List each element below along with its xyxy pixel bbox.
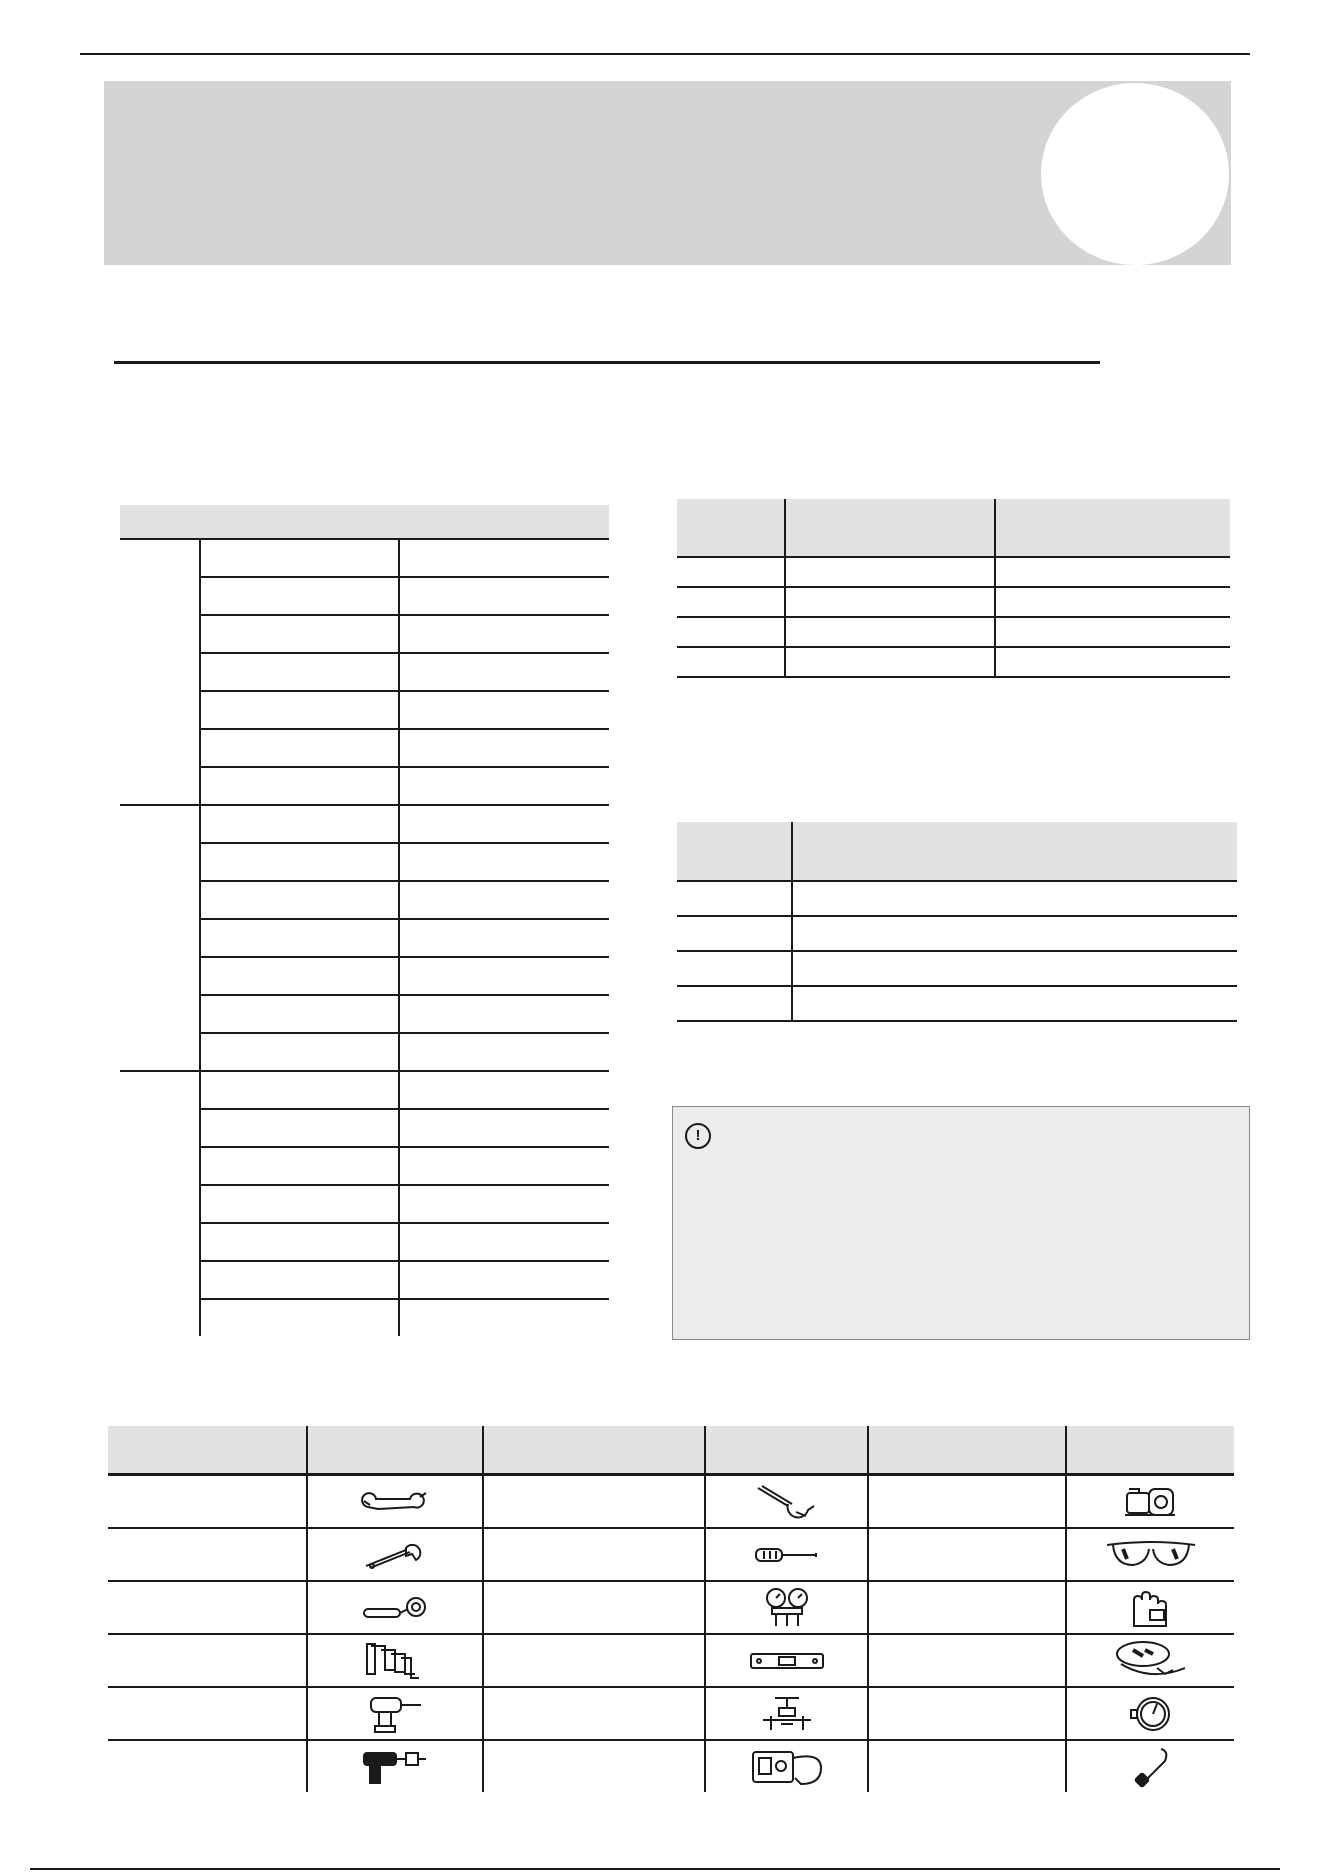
- table-header-row: [120, 505, 609, 539]
- tool-name: [483, 1581, 705, 1634]
- tool-name: [108, 1528, 307, 1581]
- hammer-drill-icon: [360, 1747, 430, 1787]
- table-cell: [200, 1261, 399, 1299]
- table-cell: [995, 617, 1230, 647]
- torque-wrench-icon: [360, 1593, 430, 1623]
- exclamation-circle-icon: !: [685, 1123, 711, 1149]
- table-header-cell: [868, 1426, 1066, 1475]
- table-cell: [399, 1147, 609, 1185]
- table-cell: [200, 1299, 399, 1336]
- table-cell: [792, 986, 1237, 1021]
- table-cell: [399, 1299, 609, 1336]
- table-cell: [200, 653, 399, 691]
- table-row: [108, 1581, 1234, 1634]
- table-cell: [399, 729, 609, 767]
- table-cell: [677, 617, 785, 647]
- tool-name: [108, 1475, 307, 1529]
- table-cell: [200, 729, 399, 767]
- table-cell: [399, 1109, 609, 1147]
- measuring-tape-icon: [1111, 1638, 1191, 1684]
- table-header-cell: [200, 505, 399, 539]
- table-row: [108, 1634, 1234, 1687]
- table-cell: [200, 1185, 399, 1223]
- table-header-cell: [307, 1426, 483, 1475]
- table-header-cell: [120, 505, 200, 539]
- table-cell: [399, 919, 609, 957]
- tool-name: [868, 1475, 1066, 1529]
- tool-name: [868, 1634, 1066, 1687]
- table-cell: [677, 647, 785, 677]
- table-cell: [399, 995, 609, 1033]
- table-cell: [399, 653, 609, 691]
- table-header-cell: [483, 1426, 705, 1475]
- specification-table: [120, 505, 609, 1336]
- table-header-row: [677, 822, 1237, 881]
- table-cell: [200, 691, 399, 729]
- table-cell: [399, 767, 609, 805]
- table-cell: [792, 916, 1237, 951]
- table-row: [677, 951, 1237, 986]
- table-cell: [200, 577, 399, 615]
- table-row: [108, 1740, 1234, 1792]
- table-cell: [785, 557, 995, 587]
- group-label: [120, 539, 200, 805]
- table-cell: [200, 919, 399, 957]
- table-row: [120, 539, 609, 577]
- tool-name: [108, 1634, 307, 1687]
- section-rule: [114, 361, 1100, 364]
- table-cell: [399, 1185, 609, 1223]
- table-header-cell: [677, 822, 792, 881]
- table-row: [677, 916, 1237, 951]
- table-cell: [995, 557, 1230, 587]
- tool-name: [483, 1634, 705, 1687]
- open-end-wrench-icon: [360, 1487, 430, 1517]
- table-cell: [200, 881, 399, 919]
- vacuum-pump-icon: [1121, 1483, 1181, 1521]
- table-row: [120, 805, 609, 843]
- table-cell: [200, 539, 399, 577]
- tool-name: [108, 1687, 307, 1740]
- table-header-cell: [792, 822, 1237, 881]
- tool-name: [868, 1740, 1066, 1792]
- table-cell: [200, 1033, 399, 1071]
- tools-table: [108, 1426, 1234, 1792]
- table-cell: [677, 916, 792, 951]
- pressure-gauge-icon: [1129, 1692, 1173, 1736]
- table-row: [108, 1687, 1234, 1740]
- leak-detector-icon: [1131, 1745, 1171, 1789]
- table-header-row: [677, 499, 1230, 557]
- table-row: [677, 617, 1230, 647]
- table-cell: [399, 691, 609, 729]
- table-header-cell: [785, 499, 995, 557]
- flaring-tool-icon: [759, 1692, 815, 1736]
- table-cell: [677, 951, 792, 986]
- table-cell: [200, 615, 399, 653]
- pipe-spec-table: [677, 499, 1230, 678]
- table-row: [677, 881, 1237, 916]
- table-cell: [200, 957, 399, 995]
- table-cell: [399, 1261, 609, 1299]
- table-cell: [200, 995, 399, 1033]
- tool-name: [868, 1581, 1066, 1634]
- table-row: [677, 647, 1230, 677]
- table-cell: [677, 587, 785, 617]
- table-header-cell: [399, 505, 609, 539]
- table-cell: [200, 1223, 399, 1261]
- wiring-spec-table: [677, 822, 1237, 1022]
- table-cell: [399, 843, 609, 881]
- safety-glasses-icon: [1103, 1537, 1199, 1573]
- table-cell: [200, 843, 399, 881]
- tool-name: [108, 1581, 307, 1634]
- table-header-cell: [677, 499, 785, 557]
- table-cell: [792, 951, 1237, 986]
- table-row: [120, 1071, 609, 1109]
- table-cell: [785, 617, 995, 647]
- top-rule: [80, 53, 1250, 55]
- table-cell: [792, 881, 1237, 916]
- table-header-cell: [108, 1426, 307, 1475]
- clamp-meter-icon: [749, 1746, 825, 1788]
- table-cell: [399, 1223, 609, 1261]
- table-row: [677, 557, 1230, 587]
- table-cell: [399, 805, 609, 843]
- table-cell: [785, 647, 995, 677]
- tool-name: [483, 1475, 705, 1529]
- table-cell: [677, 881, 792, 916]
- table-cell: [677, 557, 785, 587]
- manifold-gauge-icon: [762, 1586, 812, 1630]
- table-cell: [200, 805, 399, 843]
- chapter-number-circle: [1041, 83, 1229, 265]
- table-cell: [677, 986, 792, 1021]
- cordless-drill-icon: [365, 1692, 425, 1736]
- gloves-icon: [1126, 1588, 1176, 1628]
- tool-name: [483, 1740, 705, 1792]
- tool-name: [483, 1528, 705, 1581]
- adjustable-wrench-icon: [360, 1540, 430, 1570]
- group-label: [120, 1071, 200, 1336]
- screwdriver-icon: [752, 1543, 822, 1567]
- table-cell: [399, 577, 609, 615]
- pipe-cutter-icon: [752, 1482, 822, 1522]
- table-row: [108, 1475, 1234, 1529]
- hex-key-set-icon: [365, 1640, 425, 1682]
- table-cell: [785, 587, 995, 617]
- tool-name: [868, 1528, 1066, 1581]
- table-cell: [200, 1109, 399, 1147]
- table-cell: [399, 957, 609, 995]
- table-row: [677, 587, 1230, 617]
- tool-name: [868, 1687, 1066, 1740]
- group-label: [120, 805, 200, 1071]
- table-cell: [399, 615, 609, 653]
- bottom-rule: [30, 1868, 1280, 1870]
- table-row: [677, 986, 1237, 1021]
- tool-name: [483, 1687, 705, 1740]
- spirit-level-icon: [747, 1648, 827, 1674]
- table-header-cell: [995, 499, 1230, 557]
- caution-box: [672, 1106, 1250, 1340]
- table-cell: [200, 1071, 399, 1109]
- table-header-cell: [705, 1426, 868, 1475]
- table-row: [108, 1528, 1234, 1581]
- table-cell: [399, 539, 609, 577]
- table-cell: [995, 587, 1230, 617]
- table-cell: [200, 767, 399, 805]
- table-header-cell: [1066, 1426, 1234, 1475]
- tool-name: [108, 1740, 307, 1792]
- table-cell: [399, 881, 609, 919]
- table-cell: [399, 1071, 609, 1109]
- table-cell: [995, 647, 1230, 677]
- table-cell: [200, 1147, 399, 1185]
- table-cell: [399, 1033, 609, 1071]
- table-header-row: [108, 1426, 1234, 1475]
